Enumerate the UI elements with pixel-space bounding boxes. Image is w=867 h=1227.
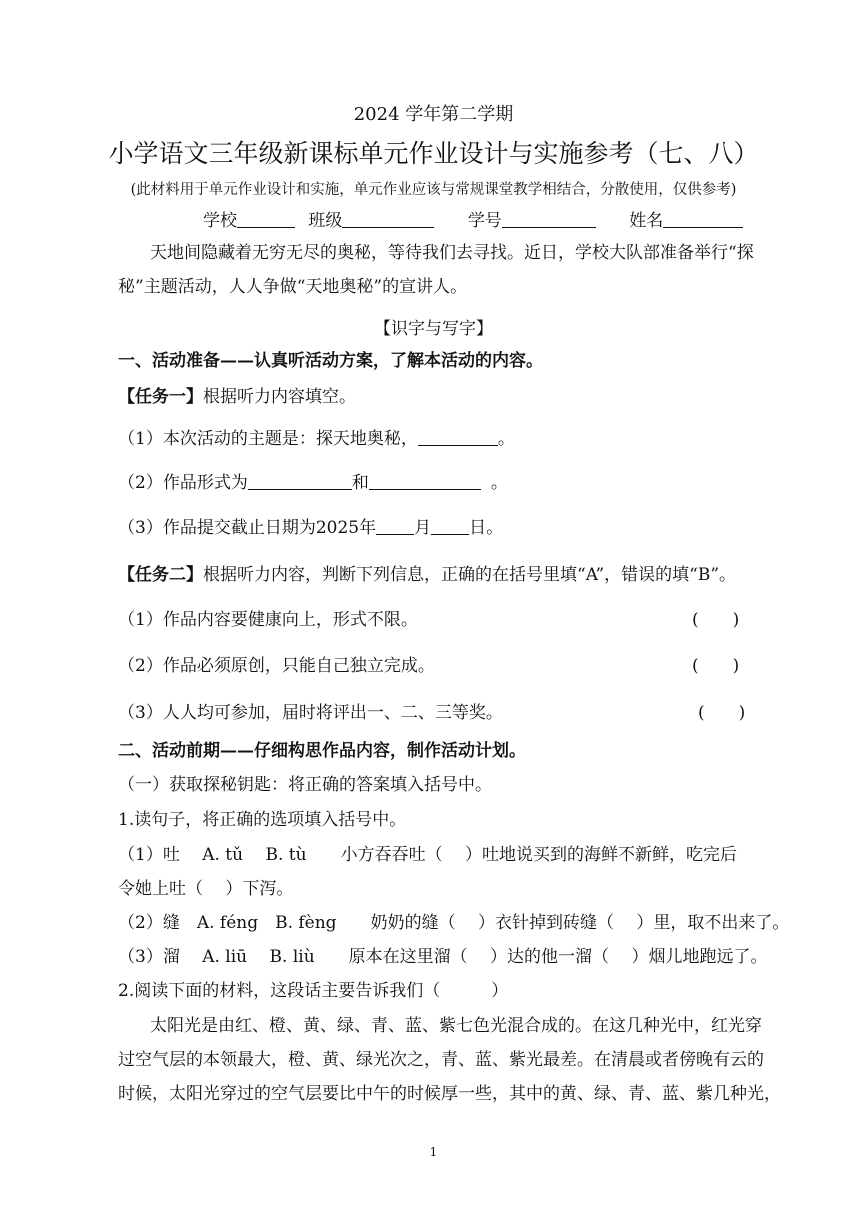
task1-q1-end: 。 — [497, 429, 515, 449]
task1-q2 — [118, 472, 508, 494]
intro-line-1: 天地间隐藏着无穷无尽的奥秘，等待我们去寻找。近日，学校大队部准备举行“探 — [150, 243, 754, 263]
usage-note: (此材料用于单元作业设计和实施，单元作业应该与常规课堂教学相结合，分散使用，仅供参考) — [130, 182, 737, 198]
task1-q2-and: 和 — [351, 473, 369, 493]
task2-answer-2[interactable]: ( ) — [692, 656, 740, 676]
id-blank[interactable] — [502, 210, 596, 228]
name-blank[interactable] — [663, 210, 743, 228]
task1-line — [118, 386, 356, 408]
task1-label: 【任务一】 — [118, 387, 203, 407]
task2-item-3: （3）人人均可参加，届时将评出一、二、三等奖。 — [118, 703, 503, 723]
school-label: 学校 — [203, 211, 237, 231]
part2-q1: 1.读句子，将正确的选项填入括号中。 — [118, 810, 407, 830]
pinyin-line-2: 令她上吐（ ）下泻。 — [118, 879, 294, 899]
class-blank[interactable] — [342, 210, 434, 228]
intro-line-2: 秘”主题活动，人人争做“天地奥秘”的宣讲人。 — [118, 277, 468, 297]
task1-q3-day: 日。 — [469, 518, 504, 538]
task1-q2-end: 。 — [490, 473, 508, 493]
section-label: 【识字与写字】 — [374, 319, 493, 339]
task1-text: 根据听力内容填空。 — [203, 387, 356, 407]
part2-q2: 2.阅读下面的材料，这段话主要告诉我们（ ） — [118, 981, 509, 1001]
pinyin-line-4: （3）溜 A. liū B. liù 原本在这里溜（ ）达的他一溜（ ）烟儿地跑远了。 — [118, 947, 768, 967]
task1-q1 — [118, 428, 515, 450]
task2-item-1: （1）作品内容要健康向上，形式不限。 — [118, 610, 418, 630]
pinyin-line-1: （1）吐 A. tǔ B. tù 小方吞吞吐（ ）吐地说买到的海鲜不新鲜，吃完后 — [118, 845, 737, 865]
reading-line-3: 时候，太阳光穿过的空气层要比中午的时候厚一些，其中的黄、绿、青、蓝、紫几种光， — [118, 1084, 781, 1104]
task1-q3-day-blank[interactable] — [431, 517, 469, 535]
pinyin-line-3: （2）缝 A. féng B. fèng 奶奶的缝（ ）衣针掉到砖缝（ ）里，取不出来了。 — [118, 913, 790, 933]
page-number: 1 — [429, 1145, 438, 1159]
task1-q3-month-blank[interactable] — [376, 517, 414, 535]
task1-q3 — [118, 517, 503, 539]
task1-q2-text: （2）作品形式为 — [118, 473, 248, 493]
task1-q1-blank[interactable] — [418, 428, 498, 446]
task2-item-2: （2）作品必须原创，只能自己独立完成。 — [118, 656, 435, 676]
reading-line-2: 过空气层的本领最大，橙、黄、绿光次之，青、蓝、紫光最差。在清晨或者傍晚有云的 — [118, 1050, 764, 1070]
task2-line — [118, 564, 736, 586]
part1-heading: 一、活动准备——认真听活动方案，了解本活动的内容。 — [118, 351, 543, 371]
name-label: 姓名 — [629, 211, 664, 231]
task1-q3-month: 月 — [414, 518, 432, 538]
task2-answer-1[interactable]: ( ) — [692, 610, 740, 630]
task1-q2-blank-1[interactable] — [248, 472, 352, 490]
class-label: 班级 — [308, 211, 343, 231]
page-title: 小学语文三年级新课标单元作业设计与实施参考（七、八） — [108, 139, 759, 168]
task2-label: 【任务二】 — [118, 565, 203, 585]
school-blank[interactable] — [237, 210, 295, 228]
task1-q1-text: （1）本次活动的主题是：探天地奥秘， — [118, 429, 418, 449]
id-label: 学号 — [467, 211, 502, 231]
term-heading: 2024 学年第二学期 — [353, 104, 514, 125]
student-info-row — [203, 210, 743, 232]
task1-q2-blank-2[interactable] — [369, 472, 481, 490]
task2-text: 根据听力内容，判断下列信息，正确的在括号里填“A”，错误的填“B”。 — [203, 565, 737, 585]
part2-heading: 二、活动前期——仔细构思作品内容，制作活动计划。 — [118, 741, 526, 761]
task2-answer-3[interactable]: ( ) — [698, 703, 746, 723]
part2-sub1: （一）获取探秘钥匙：将正确的答案填入括号中。 — [118, 775, 492, 795]
task1-q3-text: （3）作品提交截止日期为2025年 — [118, 518, 377, 538]
reading-line-1: 太阳光是由红、橙、黄、绿、青、蓝、紫七色光混合成的。在这几种光中，红光穿 — [150, 1016, 762, 1036]
